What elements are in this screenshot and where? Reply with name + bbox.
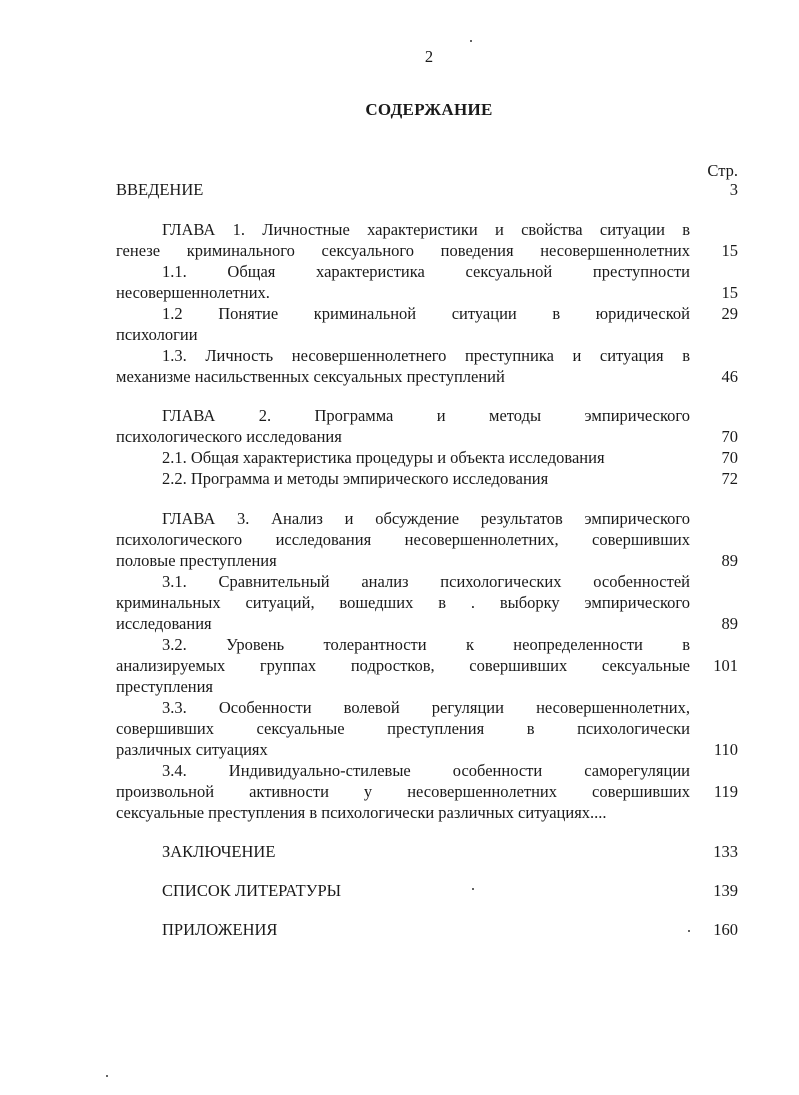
toc-appendices-page: 160 xyxy=(713,920,738,939)
toc-ch1-line2: генезе криминального сексуального поведения несовершеннолетних xyxy=(116,241,690,260)
toc-1-2-line2: психологии xyxy=(116,325,198,344)
toc-ch3-page: 89 xyxy=(721,551,738,570)
toc-2-2-page: 72 xyxy=(721,469,738,488)
toc-3-4-line2: произвольной активности у несовершеннолетних совершивших xyxy=(116,782,690,801)
toc-3-2-line3: преступления xyxy=(116,677,214,696)
toc-1-1-line2: несовершеннолетних. xyxy=(116,283,270,302)
toc-ch1-line1: ГЛАВА 1. Личностные характеристики и свойства ситуации в xyxy=(162,220,690,239)
toc-2-1: 2.1. Общая характеристика процедуры и объекта исследования xyxy=(162,448,605,467)
toc-intro-page: 3 xyxy=(729,180,738,199)
toc-1-2-page: 29 xyxy=(721,304,738,323)
toc-3-1-page: 89 xyxy=(721,614,738,633)
toc-3-4-page: 119 xyxy=(713,782,738,801)
toc-1-2-line1: 1.2 Понятие криминальной ситуации в юридической xyxy=(162,304,690,323)
toc-intro-label: ВВЕДЕНИЕ xyxy=(116,180,204,199)
toc-3-4-line1: 3.4. Индивидуально-стилевые особенности саморегуляции xyxy=(162,761,690,780)
toc-1-3-page: 46 xyxy=(721,367,738,386)
scan-speck xyxy=(688,930,690,932)
toc-references-page: 139 xyxy=(713,881,738,900)
toc-3-1-line1: 3.1. Сравнительный анализ психологических особенностей xyxy=(162,572,690,591)
toc-1-1-line1: 1.1. Общая характеристика сексуальной преступности xyxy=(162,262,690,281)
toc-3-3-line1: 3.3. Особенности волевой регуляции несовершеннолетних, xyxy=(162,698,690,717)
toc-3-2-line1: 3.2. Уровень толерантности к неопределенности в xyxy=(162,635,690,654)
toc-2-1-page: 70 xyxy=(721,448,738,467)
toc-ch3-line2: психологического исследования несовершеннолетних, совершивших xyxy=(116,530,690,549)
toc-3-2-line2: анализируемых группах подростков, совершивших сексуальные xyxy=(116,656,690,675)
scan-speck xyxy=(472,888,474,890)
toc-conclusion-label: ЗАКЛЮЧЕНИЕ xyxy=(162,842,276,861)
toc-ch3-line1: ГЛАВА 3. Анализ и обсуждение результатов эмпирического xyxy=(162,509,690,528)
page-column-header: Стр. xyxy=(707,161,738,180)
toc-appendices-label: ПРИЛОЖЕНИЯ xyxy=(162,920,278,939)
toc-3-3-line3: различных ситуациях xyxy=(116,740,268,759)
toc-2-2: 2.2. Программа и методы эмпирического исследования xyxy=(162,469,549,488)
toc-3-1-line3: исследования xyxy=(116,614,212,633)
toc-conclusion-page: 133 xyxy=(713,842,738,861)
scan-speck xyxy=(106,1075,108,1077)
toc-1-3-line1: 1.3. Личность несовершеннолетнего преступника и ситуация в xyxy=(162,346,690,365)
toc-3-4-line3: сексуальные преступления в психологически различных ситуациях.... xyxy=(116,803,607,822)
toc-3-3-page: 110 xyxy=(713,740,738,759)
page-number: 2 xyxy=(424,47,434,66)
scan-speck xyxy=(470,40,472,42)
toc-3-3-line2: совершивших сексуальные преступления в психологически xyxy=(116,719,690,738)
toc-ch2-page: 70 xyxy=(721,427,738,446)
toc-1-3-line2: механизме насильственных сексуальных преступлений xyxy=(116,367,505,386)
toc-ch1-page: 15 xyxy=(721,241,738,260)
toc-3-2-page: 101 xyxy=(713,656,738,675)
toc-3-1-line2: криминальных ситуаций, вошедших в . выборку эмпирического xyxy=(116,593,690,612)
page-title: СОДЕРЖАНИЕ xyxy=(365,100,493,119)
toc-ch3-line3: половые преступления xyxy=(116,551,277,570)
toc-1-1-page: 15 xyxy=(721,283,738,302)
toc-references-label: СПИСОК ЛИТЕРАТУРЫ xyxy=(162,881,342,900)
toc-ch2-line2: психологического исследования xyxy=(116,427,342,446)
toc-ch2-line1: ГЛАВА 2. Программа и методы эмпирического xyxy=(162,406,690,425)
